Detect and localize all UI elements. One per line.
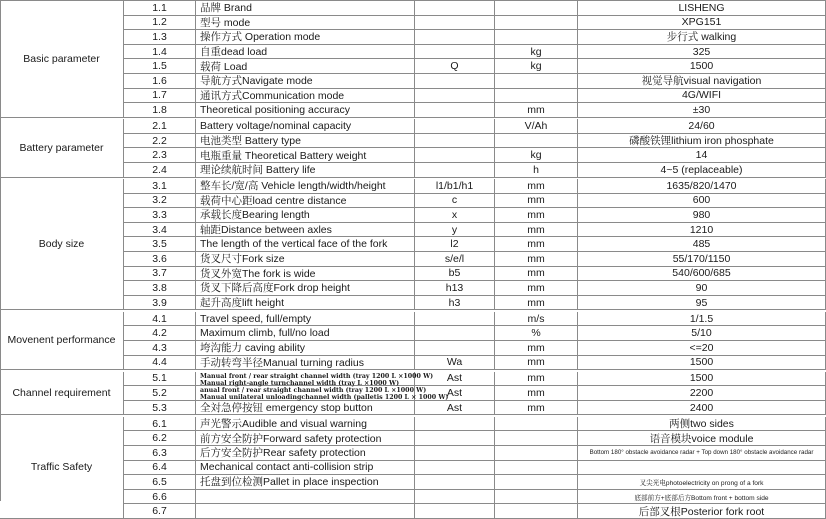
item-name: [196, 504, 415, 519]
unit: V/Ah: [495, 119, 578, 134]
unit: mm: [495, 356, 578, 371]
row-number: 3.2: [124, 194, 196, 209]
row-number: 1.2: [124, 16, 196, 31]
value: 1635/820/1470: [578, 179, 826, 194]
value: LISHENG: [578, 1, 826, 16]
symbol-code: c: [415, 194, 495, 209]
row-number: 5.2: [124, 386, 196, 401]
item-name: Mechanical contact anti-collision strip: [196, 461, 415, 476]
symbol-code: [415, 490, 495, 505]
unit: mm: [495, 237, 578, 252]
unit: mm: [495, 267, 578, 282]
category-cell: Body size: [0, 179, 124, 310]
value: 叉尖光电photoelectricity on prong of a fork: [578, 475, 826, 490]
item-name: Battery voltage/nominal capacity: [196, 119, 415, 134]
category-cell: Battery parameter: [0, 119, 124, 177]
item-name: 整车长/宽/高 Vehicle length/width/height: [196, 179, 415, 194]
item-name: 轴距Distance between axles: [196, 223, 415, 238]
row-number: 3.5: [124, 237, 196, 252]
symbol-code: l1/b1/h1: [415, 179, 495, 194]
row-number: 4.1: [124, 312, 196, 327]
unit: [495, 74, 578, 89]
item-name: 托盘到位检测Pallet in place inspection: [196, 475, 415, 490]
value: 4G/WIFI: [578, 89, 826, 104]
item-name: 手动转弯半径Manual turning radius: [196, 356, 415, 371]
symbol-code: [415, 475, 495, 490]
item-name: 电池类型 Battery type: [196, 134, 415, 149]
value: 1500: [578, 356, 826, 371]
unit: [495, 431, 578, 446]
value: 1210: [578, 223, 826, 238]
unit: [495, 1, 578, 16]
unit: %: [495, 326, 578, 341]
row-number: 2.3: [124, 148, 196, 163]
symbol-code: [415, 504, 495, 519]
row-number: 1.7: [124, 89, 196, 104]
value: [578, 461, 826, 476]
item-name: 货叉下降后高度Fork drop height: [196, 281, 415, 296]
value: 5/10: [578, 326, 826, 341]
unit: mm: [495, 252, 578, 267]
row-number: 2.1: [124, 119, 196, 134]
symbol-code: [415, 45, 495, 60]
item-name: The length of the vertical face of the fork: [196, 237, 415, 252]
unit: mm: [495, 208, 578, 223]
symbol-code: Ast: [415, 401, 495, 416]
item-name: 载荷中心距load centre distance: [196, 194, 415, 209]
symbol-code: [415, 119, 495, 134]
value: 485: [578, 237, 826, 252]
row-number: 1.8: [124, 103, 196, 118]
row-number: 4.2: [124, 326, 196, 341]
value: 600: [578, 194, 826, 209]
unit: [495, 475, 578, 490]
row-number: 6.7: [124, 504, 196, 519]
item-name: 电瓶重量 Theoretical Battery weight: [196, 148, 415, 163]
row-number: 3.9: [124, 296, 196, 311]
unit: [495, 490, 578, 505]
row-number: 3.1: [124, 179, 196, 194]
value: 1500: [578, 59, 826, 74]
unit: [495, 16, 578, 31]
unit: mm: [495, 194, 578, 209]
unit: m/s: [495, 312, 578, 327]
unit: mm: [495, 401, 578, 416]
unit: mm: [495, 281, 578, 296]
symbol-code: [415, 446, 495, 461]
value: 90: [578, 281, 826, 296]
unit: mm: [495, 223, 578, 238]
unit: [495, 461, 578, 476]
value: 55/170/1150: [578, 252, 826, 267]
unit: [495, 417, 578, 432]
category-cell: Traffic Safety: [0, 417, 124, 519]
row-number: 5.3: [124, 401, 196, 416]
item-name: Theoretical positioning accuracy: [196, 103, 415, 118]
value: <=20: [578, 341, 826, 356]
unit: kg: [495, 148, 578, 163]
item-name: 垮沟能力 caving ability: [196, 341, 415, 356]
item-name: 货叉外宽The fork is wide: [196, 267, 415, 282]
row-number: 3.8: [124, 281, 196, 296]
unit: [495, 134, 578, 149]
table-left-border: [0, 0, 1, 501]
row-number: 1.4: [124, 45, 196, 60]
value: 1500: [578, 372, 826, 387]
symbol-code: [415, 431, 495, 446]
item-name: 型号 mode: [196, 16, 415, 31]
row-number: 1.5: [124, 59, 196, 74]
item-name: 起升高度lift height: [196, 296, 415, 311]
item-name: Maximum climb, full/no load: [196, 326, 415, 341]
item-name: 导航方式Navigate mode: [196, 74, 415, 89]
category-cell: Basic parameter: [0, 1, 124, 118]
row-number: 5.1: [124, 372, 196, 387]
unit: kg: [495, 59, 578, 74]
symbol-code: [415, 30, 495, 45]
value: 两侧two sides: [578, 417, 826, 432]
symbol-code: [415, 74, 495, 89]
value: 2400: [578, 401, 826, 416]
item-name: 自重dead load: [196, 45, 415, 60]
unit: [495, 446, 578, 461]
symbol-code: x: [415, 208, 495, 223]
symbol-code: l2: [415, 237, 495, 252]
unit: mm: [495, 296, 578, 311]
symbol-code: [415, 461, 495, 476]
item-name: 全対急停按钮 emergency stop button: [196, 401, 415, 416]
item-name: 载荷 Load: [196, 59, 415, 74]
item-name: anual front / rear straight channel width (tray 1200 L ×1000 W) Manual unilateral unloadingchannel width (palletis 1200 L × 1000 W): [196, 386, 415, 401]
unit: h: [495, 163, 578, 178]
value: 980: [578, 208, 826, 223]
symbol-code: b5: [415, 267, 495, 282]
item-name: [196, 490, 415, 505]
symbol-code: s/e/l: [415, 252, 495, 267]
table-top-border: [0, 0, 826, 1]
value: 1/1.5: [578, 312, 826, 327]
value: 24/60: [578, 119, 826, 134]
symbol-code: [415, 89, 495, 104]
symbol-code: [415, 1, 495, 16]
unit: mm: [495, 386, 578, 401]
unit: mm: [495, 103, 578, 118]
value: 14: [578, 148, 826, 163]
item-name: 后方安全防护Rear safety protection: [196, 446, 415, 461]
value: 底部前方+底部后方Bottom front + bottom side: [578, 490, 826, 505]
unit: [495, 89, 578, 104]
value: 后部叉根Posterior fork root: [578, 504, 826, 519]
row-number: 1.3: [124, 30, 196, 45]
unit: mm: [495, 341, 578, 356]
symbol-code: [415, 326, 495, 341]
value: 语音模块voice module: [578, 431, 826, 446]
row-number: 6.6: [124, 490, 196, 505]
unit: [495, 30, 578, 45]
row-number: 3.4: [124, 223, 196, 238]
row-number: 6.2: [124, 431, 196, 446]
symbol-code: h3: [415, 296, 495, 311]
unit: kg: [495, 45, 578, 60]
symbol-code: y: [415, 223, 495, 238]
value: ±30: [578, 103, 826, 118]
symbol-code: [415, 16, 495, 31]
row-number: 6.4: [124, 461, 196, 476]
symbol-code: [415, 103, 495, 118]
symbol-code: [415, 341, 495, 356]
item-name: 前方安全防护Forward safety protection: [196, 431, 415, 446]
symbol-code: Wa: [415, 356, 495, 371]
symbol-code: [415, 312, 495, 327]
unit: [495, 504, 578, 519]
item-name: 通讯方式Communication mode: [196, 89, 415, 104]
row-number: 2.4: [124, 163, 196, 178]
row-number: 3.3: [124, 208, 196, 223]
row-number: 1.1: [124, 1, 196, 16]
row-number: 4.3: [124, 341, 196, 356]
unit: mm: [495, 372, 578, 387]
value: 95: [578, 296, 826, 311]
item-name: Travel speed, full/empty: [196, 312, 415, 327]
value: 4~5 (replaceable): [578, 163, 826, 178]
symbol-code: [415, 163, 495, 178]
category-cell: Movenent performance: [0, 312, 124, 370]
value: 磷酸铁锂lithium iron phosphate: [578, 134, 826, 149]
value: 步行式 walking: [578, 30, 826, 45]
row-number: 1.6: [124, 74, 196, 89]
symbol-code: h13: [415, 281, 495, 296]
row-number: 3.6: [124, 252, 196, 267]
symbol-code: Q: [415, 59, 495, 74]
item-name: 理论续航时间 Battery life: [196, 163, 415, 178]
symbol-code: Ast: [415, 372, 495, 387]
symbol-code: [415, 148, 495, 163]
row-number: 3.7: [124, 267, 196, 282]
value: Bottom 180° obstacle avoidance radar + Top down 180° obstacle avoidance radar: [578, 446, 826, 461]
unit: mm: [495, 179, 578, 194]
item-name: 承载长度Bearing length: [196, 208, 415, 223]
item-name: 声光警示Audible and visual warning: [196, 417, 415, 432]
value: 视觉导航visual navigation: [578, 74, 826, 89]
item-name: 操作方式 Operation mode: [196, 30, 415, 45]
item-name: Manual front / rear straight channel width (tray 1200 L ×1000 W) Manual right-angle turnchannel width (tray L ×1000 W): [196, 372, 415, 387]
symbol-code: [415, 417, 495, 432]
row-number: 6.5: [124, 475, 196, 490]
row-number: 6.1: [124, 417, 196, 432]
value: 540/600/685: [578, 267, 826, 282]
value: 2200: [578, 386, 826, 401]
row-number: 4.4: [124, 356, 196, 371]
category-cell: Channel requirement: [0, 372, 124, 416]
symbol-code: Ast: [415, 386, 495, 401]
value: 325: [578, 45, 826, 60]
value: XPG151: [578, 16, 826, 31]
row-number: 2.2: [124, 134, 196, 149]
item-name: 货叉尺寸Fork size: [196, 252, 415, 267]
symbol-code: [415, 134, 495, 149]
item-name: 品牌 Brand: [196, 1, 415, 16]
row-number: 6.3: [124, 446, 196, 461]
